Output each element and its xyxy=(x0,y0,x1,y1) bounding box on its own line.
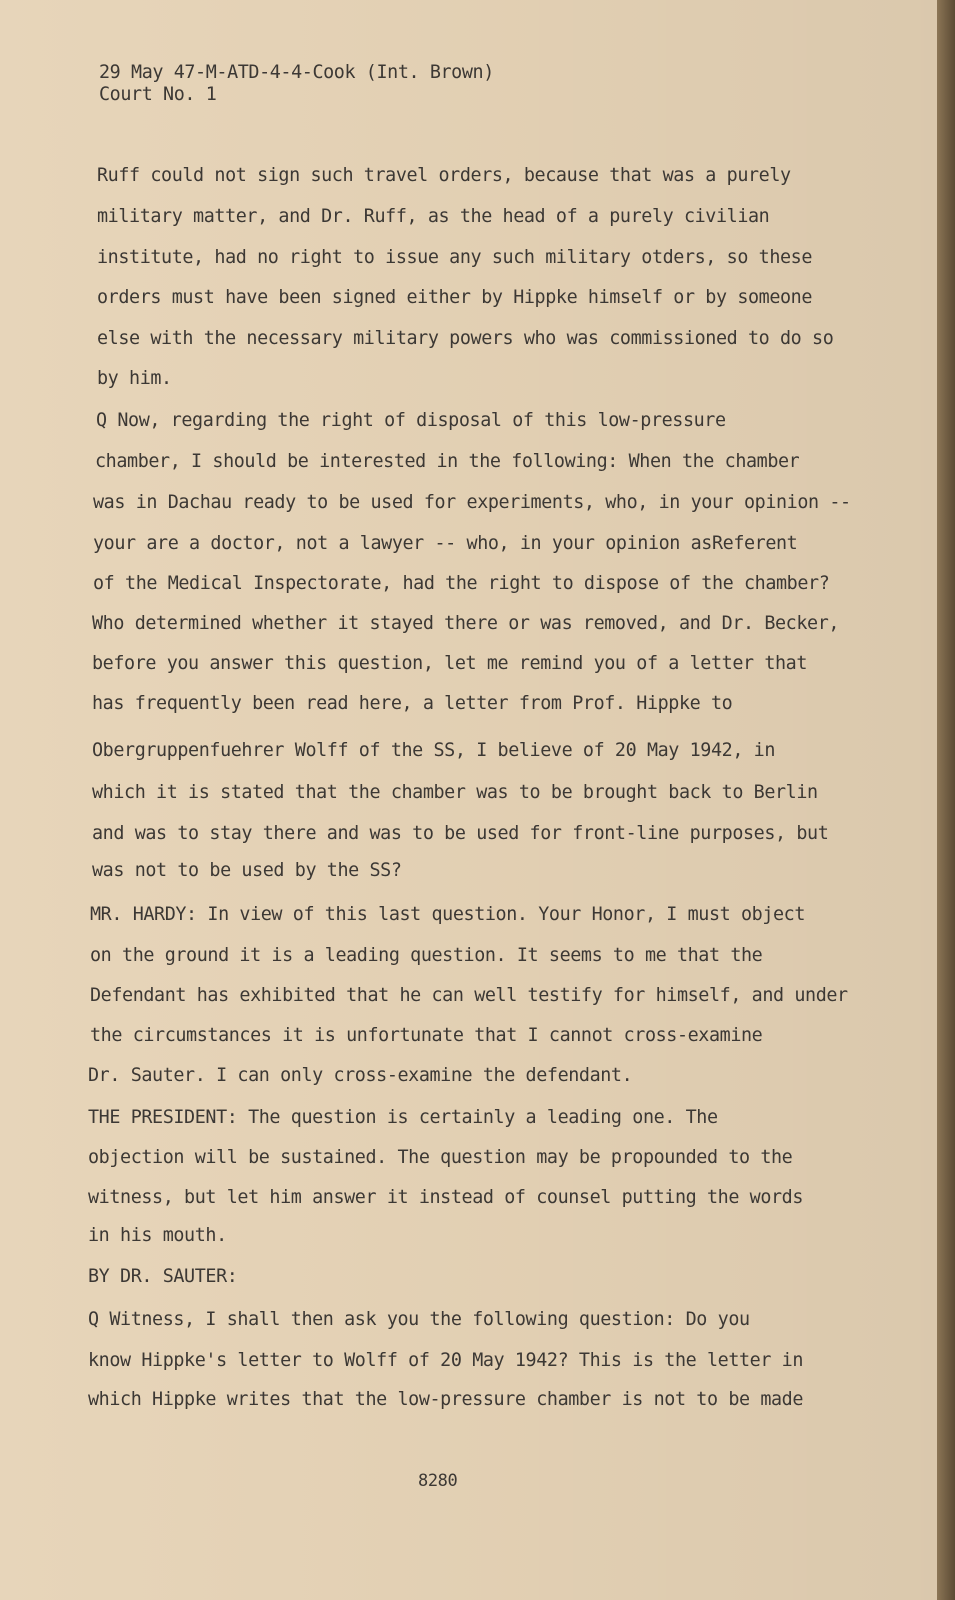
body-line: THE PRESIDENT: The question is certainly a leading one. The xyxy=(88,1107,718,1128)
body-line: Ruff could not sign such travel orders, because that was a purely xyxy=(97,165,791,186)
body-line: Obergruppenfuehrer Wolff of the SS, I believe of 20 May 1942, in xyxy=(92,740,776,761)
body-line: by him. xyxy=(97,368,172,389)
body-line: witness, but let him answer it instead of counsel putting the words xyxy=(88,1187,804,1208)
body-line: was in Dachau ready to be used for experiments, who, in your opinion -- xyxy=(93,492,851,513)
body-line: Defendant has exhibited that he can well testify for himself, and under xyxy=(90,985,848,1006)
body-line: institute, had no right to issue any such military otders, so these xyxy=(97,247,813,268)
body-line: in his mouth. xyxy=(88,1225,227,1246)
body-line: else with the necessary military powers who was commissioned to do so xyxy=(97,328,834,349)
body-line: has frequently been read here, a letter from Prof. Hippke to xyxy=(92,693,733,714)
page-number: 8280 xyxy=(418,1471,458,1491)
body-line: Q Witness, I shall then ask you the following question: Do you xyxy=(88,1309,750,1330)
body-line: the circumstances it is unfortunate that I cannot cross-examine xyxy=(90,1025,763,1046)
header-line-2: Court No. 1 xyxy=(99,84,217,105)
body-line: BY DR. SAUTER: xyxy=(88,1266,238,1287)
body-line: and was to stay there and was to be used for front-line purposes, but xyxy=(92,823,829,844)
body-line: was not to be used by the SS? xyxy=(92,860,402,881)
body-line: Dr. Sauter. I can only cross-examine the defendant. xyxy=(88,1065,633,1086)
header-line-1: 29 May 47-M-ATD-4-4-Cook (Int. Brown) xyxy=(99,62,494,83)
body-line: your are a doctor, not a lawyer -- who, in your opinion asReferent xyxy=(93,533,798,554)
body-line: know Hippke's letter to Wolff of 20 May 1942? This is the letter in xyxy=(88,1350,804,1371)
page-edge xyxy=(937,0,955,1600)
body-line: objection will be sustained. The question may be propounded to the xyxy=(88,1147,793,1168)
body-line: of the Medical Inspectorate, had the right to dispose of the chamber? xyxy=(93,573,830,594)
body-line: Q Now, regarding the right of disposal of this low-pressure xyxy=(96,410,726,431)
body-line: which Hippke writes that the low-pressure chamber is not to be made xyxy=(88,1389,804,1410)
body-line: orders must have been signed either by Hippke himself or by someone xyxy=(97,287,813,308)
body-line: before you answer this question, let me remind you of a letter that xyxy=(92,653,808,674)
body-line: on the ground it is a leading question. It seems to me that the xyxy=(90,945,763,966)
body-line: military matter, and Dr. Ruff, as the head of a purely civilian xyxy=(97,206,770,227)
body-line: chamber, I should be interested in the following: When the chamber xyxy=(95,451,800,472)
body-line: Who determined whether it stayed there or was removed, and Dr. Becker, xyxy=(92,613,840,634)
body-line: MR. HARDY: In view of this last question. Your Honor, I must object xyxy=(90,904,806,925)
body-line: which it is stated that the chamber was to be brought back to Berlin xyxy=(92,782,818,803)
